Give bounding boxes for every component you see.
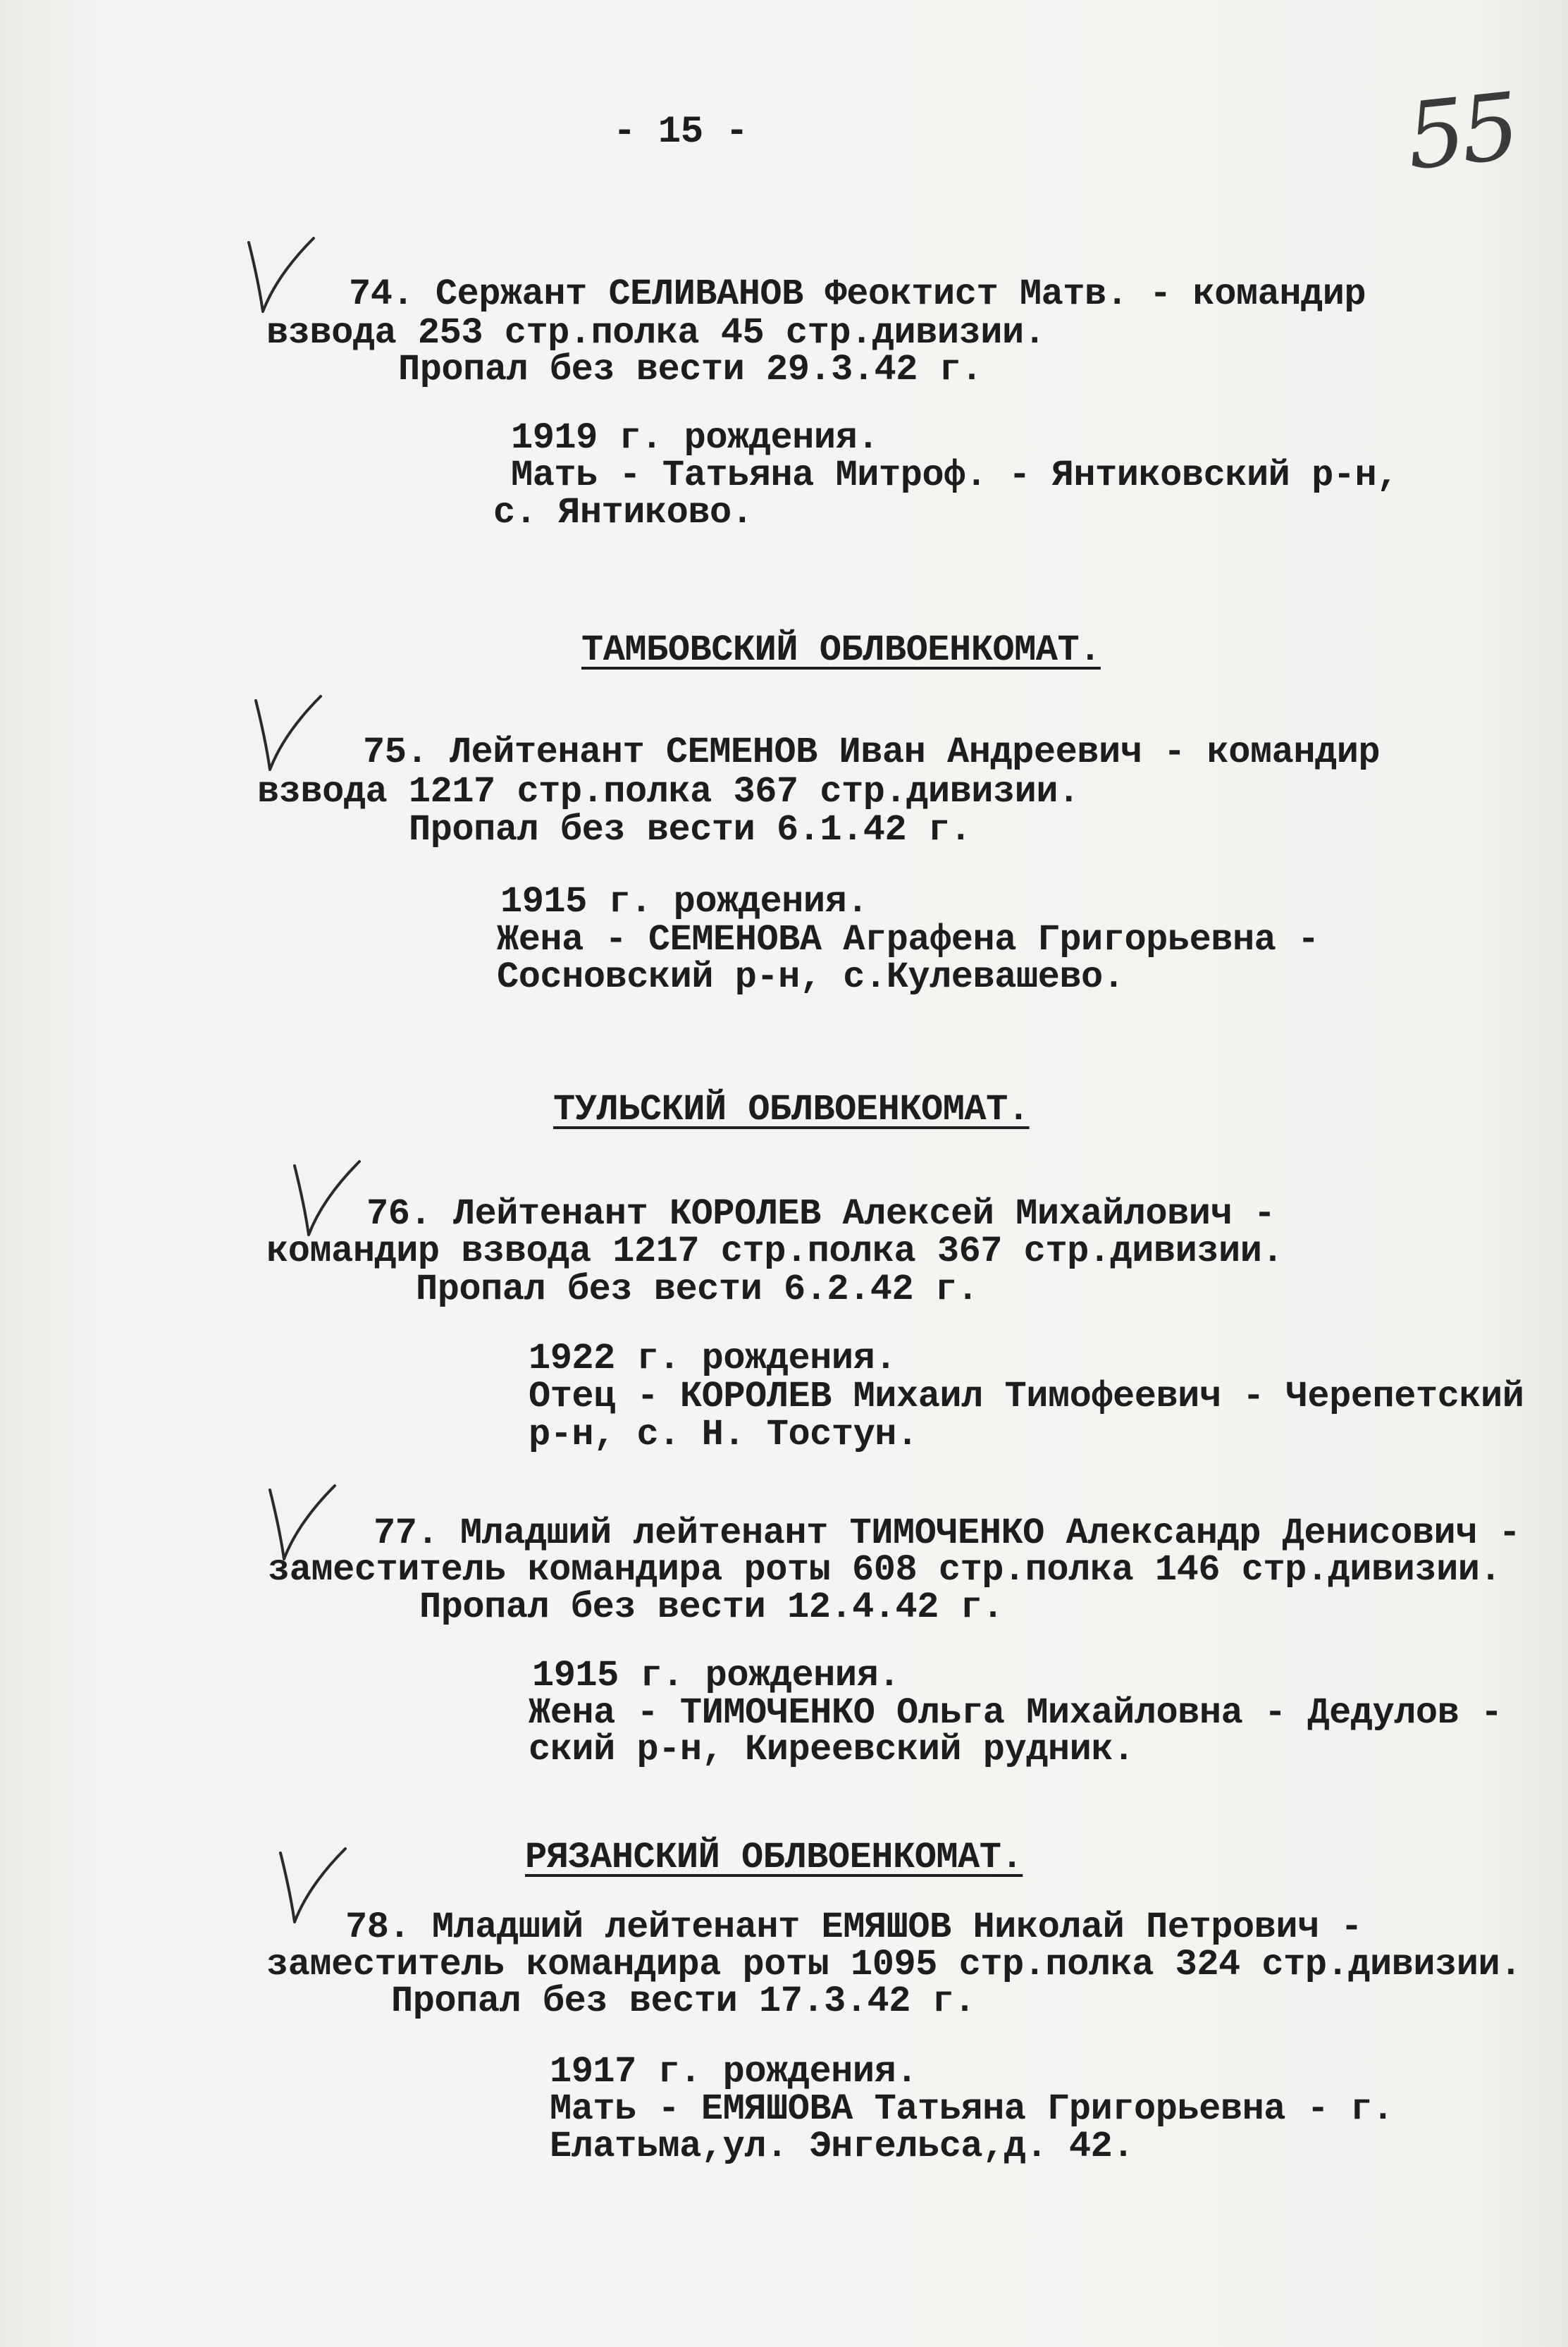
entry-75-kin-line-2: Сосновский р-н, с.Кулевашево. [497,956,1125,998]
entry-77-line-2: заместитель командира роты 608 стр.полка 146 стр.дивизии. [268,1549,1502,1591]
entry-76-kin-line-1: Отец - КОРОЛЕВ Михаил Тимофеевич - Черепетский [529,1376,1524,1417]
archive-sheet-number: 55 [1401,73,1521,191]
entry-74-line-1: 74. Сержант СЕЛИВАНОВ Феоктист Матв. - командир [349,273,1366,315]
entry-78-kin-line-1: Мать - ЕМЯШОВА Татьяна Григорьевна - г. [550,2088,1394,2130]
entry-74-missing: Пропал без вести 29.3.42 г. [398,349,983,390]
entry-78-birth-year: 1917 г. рождения. [550,2051,918,2093]
entry-75-line-1: 75. Лейтенант СЕМЕНОВ Иван Андреевич - командир [363,732,1381,773]
entry-78-line-1: 78. Младший лейтенант ЕМЯШОВ Николай Петрович - [345,1906,1363,1948]
entry-76-line-2: командир взвода 1217 стр.полка 367 стр.дивизии. [266,1231,1284,1272]
entry-74-birth-year: 1919 г. рождения. [511,417,879,459]
entry-75-line-2: взвода 1217 стр.полка 367 стр.дивизии. [257,771,1080,813]
entry-77-kin-line-1: Жена - ТИМОЧЕНКО Ольга Михайловна - Дедулов - [529,1692,1502,1734]
section-heading-ryazan: РЯЗАНСКИЙ ОБЛВОЕНКОМАТ. [525,1837,1023,1878]
entry-78-missing: Пропал без вести 17.3.42 г. [391,1981,976,2022]
entry-78-line-2: заместитель командира роты 1095 стр.полка 324 стр.дивизии. [266,1944,1521,1985]
entry-76-line-1: 76. Лейтенант КОРОЛЕВ Алексей Михайлович - [366,1193,1276,1235]
page-number: - 15 - [613,111,748,154]
entry-75-birth-year: 1915 г. рождения. [500,881,868,923]
section-heading-tambov: ТАМБОВСКИЙ ОБЛВОЕНКОМАТ. [581,629,1101,671]
entry-74-line-2: взвода 253 стр.полка 45 стр.дивизии. [266,312,1046,354]
section-heading-tula: ТУЛЬСКИЙ ОБЛВОЕНКОМАТ. [553,1089,1030,1131]
entry-75-missing: Пропал без вести 6.1.42 г. [409,809,972,851]
entry-78-kin-line-2: Елатьма,ул. Энгельса,д. 42. [550,2126,1135,2167]
entry-75-kin-line-1: Жена - СЕМЕНОВА Аграфена Григорьевна - [497,919,1319,961]
entry-76-birth-year: 1922 г. рождения. [529,1338,896,1379]
entry-74-kin-line-1: Мать - Татьяна Митроф. - Янтиковский р-н, [511,455,1398,496]
entry-77-kin-line-2: ский р-н, Киреевский рудник. [529,1729,1135,1770]
entry-77-line-1: 77. Младший лейтенант ТИМОЧЕНКО Александр Денисович - [374,1513,1521,1554]
entry-77-missing: Пропал без вести 12.4.42 г. [419,1587,1004,1628]
checkmark-icon [275,1843,352,1935]
checkmark-icon [243,233,321,324]
entry-76-missing: Пропал без вести 6.2.42 г. [416,1269,979,1310]
entry-76-kin-line-2: р-н, с. Н. Тостун. [529,1414,918,1455]
checkmark-icon [250,691,328,782]
entry-74-kin-line-2: с. Янтиково. [493,492,753,534]
entry-77-birth-year: 1915 г. рождения. [532,1655,900,1696]
